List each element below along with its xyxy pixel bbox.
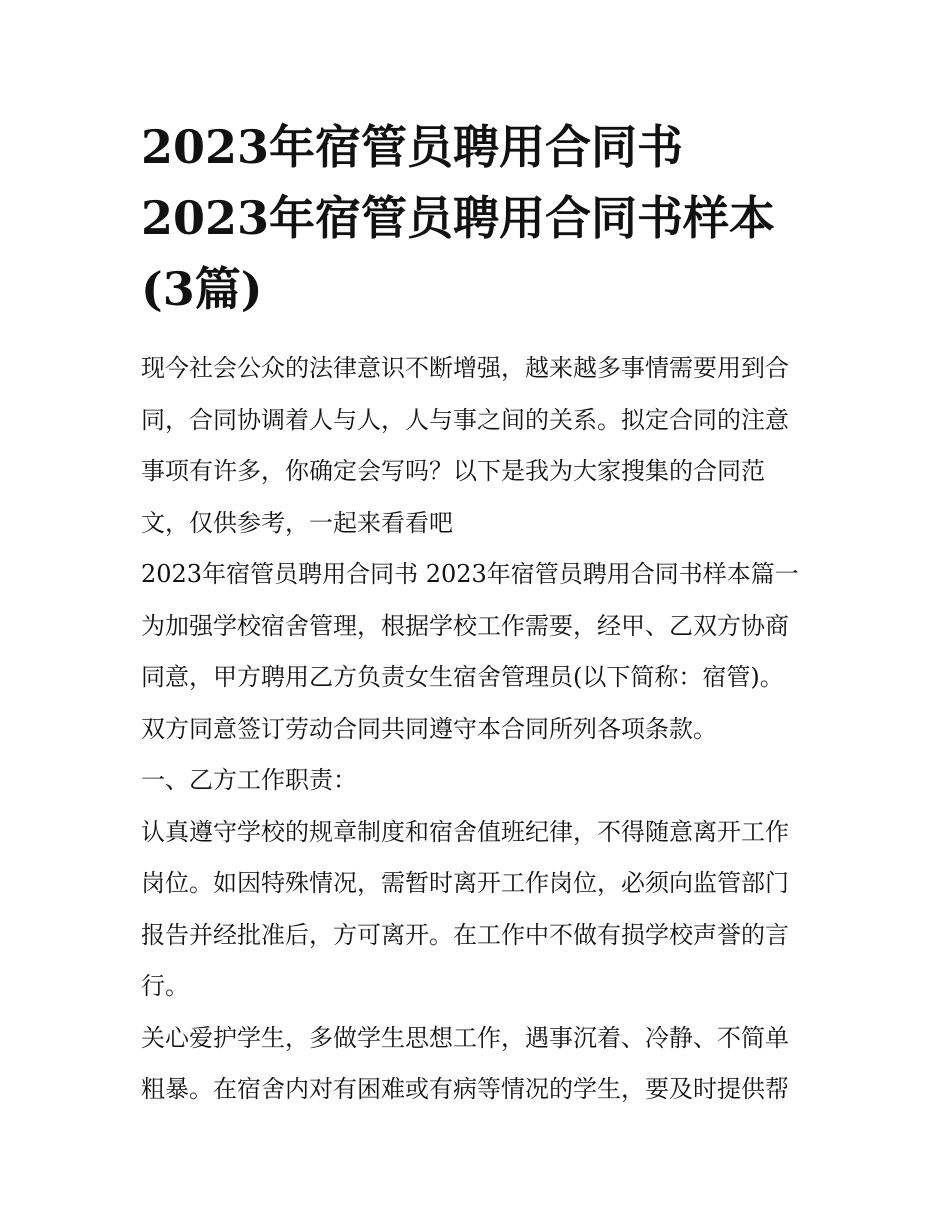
section-heading — [141, 549, 821, 601]
text-line: 同意，甲方聘用乙方负责女生宿舍管理员(以下简称：宿管)。 — [141, 663, 784, 691]
text-line: 2023年宿管员聘用合同书 2023年宿管员聘用合同书样本篇一 — [141, 560, 799, 588]
document-body — [141, 343, 821, 1116]
text-line: 粗暴。在宿舍内对有困难或有病等情况的学生，要及时提供帮 — [141, 1075, 789, 1103]
title-line-2: 2023年宿管员聘用合同书样本 — [141, 191, 776, 245]
text-line: 岗位。如因特殊情况，需暂时离开工作岗位，必须向监管部门 — [141, 869, 789, 897]
text-line: 行。 — [141, 972, 189, 1000]
clause-heading — [141, 755, 821, 807]
text-line: 现今社会公众的法律意识不断增强，越来越多事情需要用到合 — [141, 354, 789, 382]
text-line: 双方同意签订劳动合同共同遵守本合同所列各项条款。 — [141, 714, 717, 743]
title-line-1: 2023年宿管员聘用合同书 — [141, 120, 684, 174]
text-line: 为加强学校宿舍管理，根据学校工作需要，经甲、乙双方协商 — [141, 611, 789, 640]
text-line: 文，仅供参考，一起来看看吧 — [141, 508, 453, 537]
text-line: 报告并经批准后，方可离开。在工作中不做有损学校声誉的言 — [141, 920, 789, 949]
duty-paragraph-2 — [141, 1013, 821, 1116]
text-line: 认真遵守学校的规章制度和宿舍值班纪律，不得随意离开工作 — [141, 817, 789, 846]
document-page — [141, 112, 821, 1116]
text-line: 事项有许多，你确定会写吗？以下是我为大家搜集的合同范 — [141, 457, 765, 485]
contract-preamble-paragraph — [141, 601, 821, 756]
title-line-3: (3篇) — [141, 262, 263, 316]
text-line: 一、乙方工作职责： — [141, 766, 357, 794]
duty-paragraph-1 — [141, 807, 821, 1013]
document-title — [141, 112, 821, 325]
text-line: 关心爱护学生，多做学生思想工作，遇事沉着、冷静、不简单 — [141, 1023, 789, 1052]
intro-paragraph — [141, 343, 821, 549]
text-line: 同，合同协调着人与人，人与事之间的关系。拟定合同的注意 — [141, 405, 789, 434]
